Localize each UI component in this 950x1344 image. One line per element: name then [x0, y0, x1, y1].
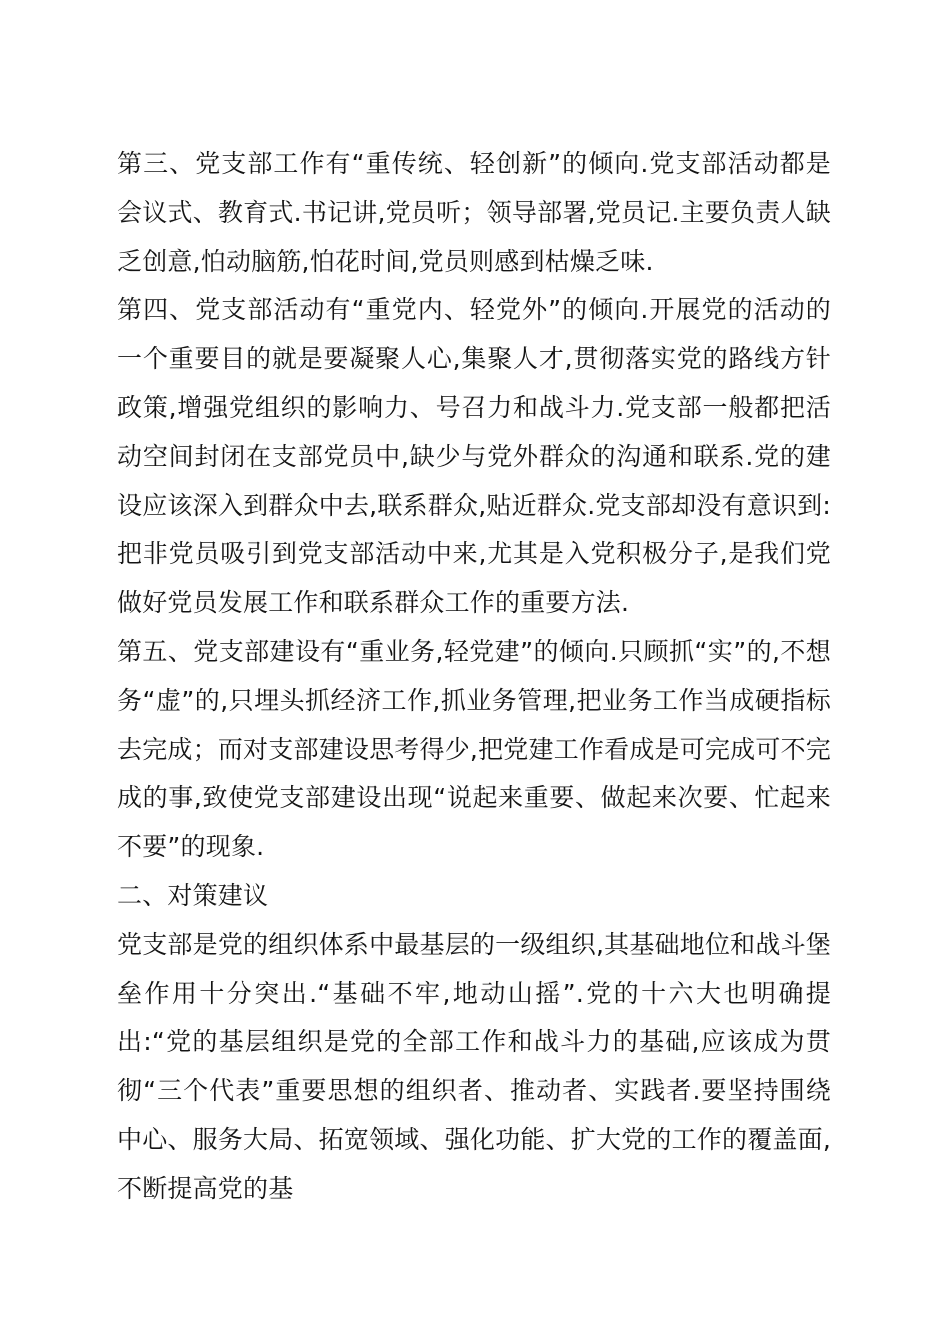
paragraph-fifth-tendency: 第五、党支部建设有“重业务,轻党建”的倾向.只顾抓“实”的,不想务“虚”的,只埋头抓经济工作,抓业务管理,把业务工作当成硬指标去完成；而对支部建设思考得少,把党建工作看成是可完成可不完成的事,致使党支部建设出现“说起来重要、做起来次要、忙起来不要”的现象.	[117, 636, 831, 862]
paragraph-countermeasures-intro: 党支部是党的组织体系中最基层的一级组织,其基础地位和战斗堡垒作用十分突出.“基础不牢,地动山摇”.党的十六大也明确提出:“党的基层组织是党的全部工作和战斗力的基础,应该成为贯彻“三个代表”重要思想的组织者、推动者、实践者.要坚持围绕中心、服务大局、拓宽领域、强化功能、扩大党的工作的覆盖面,不断提高党的基	[117, 929, 831, 1203]
section-heading-countermeasures: 二、对策建议	[117, 880, 269, 910]
document-body	[117, 140, 831, 1214]
paragraph-fourth-tendency: 第四、党支部活动有“重党内、轻党外”的倾向.开展党的活动的一个重要目的就是要凝聚人心,集聚人才,贯彻落实党的路线方针政策,增强党组织的影响力、号召力和战斗力.党支部一般都把活动空间封闭在支部党员中,缺少与党外群众的沟通和联系.党的建设应该深入到群众中去,联系群众,贴近群众.党支部却没有意识到:把非党员吸引到党支部活动中来,尤其是入党积极分子,是我们党做好党员发展工作和联系群众工作的重要方法.	[117, 295, 831, 618]
paragraph-third-tendency: 第三、党支部工作有“重传统、轻创新”的倾向.党支部活动都是会议式、教育式.书记讲,党员听；领导部署,党员记.主要负责人缺乏创意,怕动脑筋,怕花时间,党员则感到枯燥乏味.	[117, 149, 831, 276]
